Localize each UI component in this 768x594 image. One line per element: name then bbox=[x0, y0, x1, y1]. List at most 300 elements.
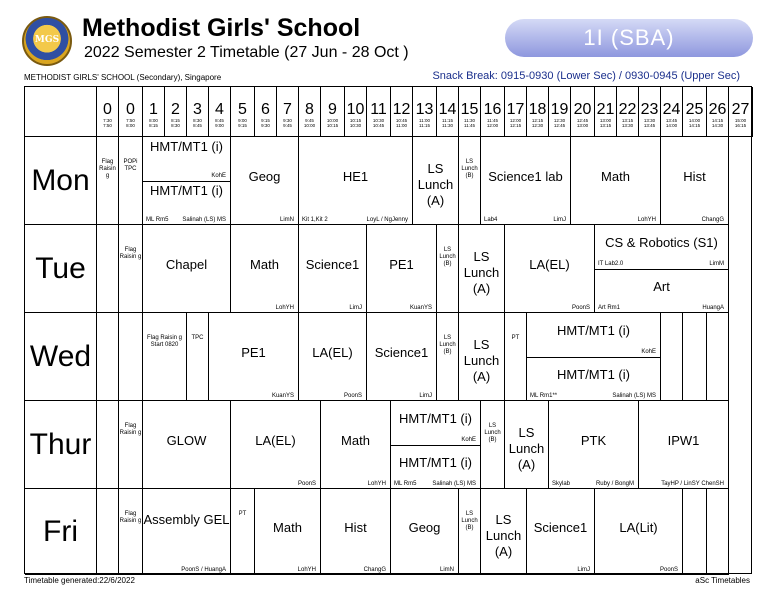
lesson-cell bbox=[459, 313, 505, 401]
period-number: 0 bbox=[103, 101, 112, 118]
lesson-subject: LS Lunch (A) bbox=[463, 337, 500, 384]
lesson-block bbox=[413, 137, 458, 225]
lesson-cell bbox=[321, 401, 391, 489]
lesson-block bbox=[97, 489, 118, 575]
lesson-cell bbox=[639, 401, 729, 489]
period-header bbox=[505, 87, 527, 137]
lesson-block bbox=[527, 313, 660, 357]
page-subtitle: 2022 Semester 2 Timetable (27 Jun - 28 Oct ) bbox=[84, 44, 409, 61]
generated-date: Timetable generated:22/6/2022 bbox=[24, 576, 135, 585]
lesson-teacher: KohE bbox=[461, 437, 476, 443]
lesson-teacher: PoonS bbox=[571, 305, 590, 311]
lesson-subject: Flag Raisin g bbox=[119, 247, 142, 260]
period-end-time: 10:00 bbox=[303, 123, 316, 128]
lesson-teacher: LimJ bbox=[419, 393, 432, 399]
lesson-block bbox=[595, 269, 728, 313]
lesson-cell bbox=[459, 489, 481, 575]
lesson-subject: LS Lunch (A) bbox=[485, 512, 522, 559]
period-number: 26 bbox=[708, 101, 727, 118]
lesson-block bbox=[707, 489, 728, 575]
lesson-subject: LS Lunch (B) bbox=[484, 423, 501, 443]
lesson-block bbox=[661, 137, 728, 225]
period-end-time: 13:15 bbox=[599, 123, 612, 128]
lesson-block bbox=[527, 489, 594, 575]
lesson-subject: Science1 lab bbox=[488, 169, 563, 184]
lesson-cell bbox=[595, 489, 683, 575]
lesson-cell bbox=[505, 225, 595, 313]
period-end-time: 9:45 bbox=[283, 123, 292, 128]
lesson-subject: LS Lunch (B) bbox=[461, 511, 478, 531]
lesson-block bbox=[505, 401, 548, 489]
lesson-cell bbox=[97, 137, 119, 225]
lesson-subject: PT bbox=[511, 335, 520, 341]
period-start-time: 11:15 bbox=[442, 118, 453, 123]
period-header bbox=[391, 87, 413, 137]
period-header bbox=[481, 87, 505, 137]
lesson-block bbox=[505, 225, 594, 313]
day-label: Wed bbox=[25, 313, 97, 401]
lesson-cell bbox=[321, 489, 391, 575]
lesson-subject: Flag Raisin g bbox=[119, 423, 142, 436]
lesson-subject: LA(EL) bbox=[529, 257, 570, 272]
period-header bbox=[231, 87, 255, 137]
lesson-cell bbox=[481, 137, 571, 225]
day-label: Tue bbox=[25, 225, 97, 313]
period-end-time: 12:15 bbox=[509, 123, 522, 128]
lesson-teacher: KuanYS bbox=[271, 393, 294, 399]
period-start-time: 12:30 bbox=[553, 118, 566, 123]
lesson-block bbox=[437, 313, 458, 401]
period-end-time: 11:00 bbox=[396, 123, 407, 128]
period-header bbox=[459, 87, 481, 137]
lesson-block bbox=[459, 313, 504, 401]
period-number: 1 bbox=[149, 101, 158, 118]
lesson-subject: LS Lunch (B) bbox=[461, 159, 478, 179]
period-start-time: 7:50 bbox=[126, 118, 135, 123]
lesson-cell bbox=[549, 401, 639, 489]
lesson-block bbox=[367, 313, 436, 401]
lesson-subject: POPi TPC bbox=[123, 159, 138, 172]
lesson-subject: CS & Robotics (S1) bbox=[605, 235, 718, 250]
period-header bbox=[321, 87, 345, 137]
lesson-cell bbox=[119, 225, 143, 313]
period-start-time: 10:15 bbox=[349, 118, 362, 123]
period-start-time: 12:00 bbox=[509, 118, 522, 123]
period-header bbox=[527, 87, 549, 137]
lesson-subject: Art bbox=[653, 279, 670, 294]
day-label: Thur bbox=[25, 401, 97, 489]
period-end-time: 9:30 bbox=[261, 123, 270, 128]
period-start-time: 9:00 bbox=[238, 118, 247, 123]
lesson-teacher: KuanYS bbox=[409, 305, 432, 311]
period-end-time: 13:45 bbox=[643, 123, 656, 128]
lesson-subject: Assembly GEL bbox=[143, 512, 230, 527]
period-start-time: 9:30 bbox=[283, 118, 292, 123]
period-end-time: 10:45 bbox=[372, 123, 385, 128]
lesson-subject: LS Lunch (A) bbox=[463, 249, 500, 296]
lesson-block bbox=[505, 313, 526, 401]
lesson-cell bbox=[683, 313, 707, 401]
period-header bbox=[97, 87, 119, 137]
lesson-teacher: TayHP / LinSY ChenSH bbox=[661, 481, 724, 487]
period-number: 8 bbox=[305, 101, 314, 118]
lesson-cell bbox=[505, 313, 527, 401]
period-end-time: 13:00 bbox=[576, 123, 589, 128]
period-start-time: 12:45 bbox=[576, 118, 589, 123]
period-number: 18 bbox=[528, 101, 547, 118]
period-start-time: 15:00 bbox=[734, 118, 747, 123]
lesson-teacher: LoyL / NgJenny bbox=[366, 217, 408, 223]
period-start-time: 7:30 bbox=[103, 118, 112, 123]
lesson-teacher: LohYH bbox=[367, 481, 386, 487]
lesson-block bbox=[321, 401, 390, 489]
period-header bbox=[119, 87, 143, 137]
lesson-room: ML Rm5 bbox=[394, 481, 417, 487]
lesson-cell bbox=[459, 225, 505, 313]
lesson-block bbox=[231, 225, 298, 313]
lesson-subject: LA(EL) bbox=[255, 433, 296, 448]
lesson-cell bbox=[119, 313, 143, 401]
lesson-cell bbox=[413, 137, 459, 225]
lesson-teacher: Salinah (LS) MS bbox=[612, 393, 656, 399]
period-start-time: 12:15 bbox=[531, 118, 544, 123]
period-start-time: 11:30 bbox=[464, 118, 475, 123]
period-header bbox=[617, 87, 639, 137]
lesson-cell bbox=[527, 313, 661, 401]
lesson-subject: Science1 bbox=[533, 520, 588, 535]
lesson-subject: LS Lunch (A) bbox=[508, 425, 545, 472]
lesson-subject: Flag Raisin g Start 0820 bbox=[146, 335, 182, 348]
period-number: 2 bbox=[171, 101, 180, 118]
period-number: 4 bbox=[215, 101, 224, 118]
period-number: 7 bbox=[283, 101, 292, 118]
lesson-block bbox=[97, 225, 118, 313]
period-number: 0 bbox=[126, 101, 135, 118]
lesson-block bbox=[595, 225, 728, 269]
lesson-block bbox=[437, 225, 458, 313]
lesson-subject: Hist bbox=[344, 520, 367, 535]
lesson-block bbox=[143, 401, 230, 489]
lesson-block bbox=[97, 137, 118, 225]
lesson-cell bbox=[661, 137, 729, 225]
period-header bbox=[661, 87, 683, 137]
lesson-subject: HMT/MT1 (i) bbox=[150, 183, 223, 198]
lesson-block bbox=[661, 313, 682, 401]
lesson-cell bbox=[391, 401, 481, 489]
lesson-cell bbox=[209, 313, 299, 401]
lesson-subject: Geog bbox=[248, 169, 281, 184]
lesson-cell bbox=[505, 401, 549, 489]
lesson-subject: LA(Lit) bbox=[619, 520, 658, 535]
period-number: 14 bbox=[438, 101, 457, 118]
period-number: 21 bbox=[596, 101, 615, 118]
period-end-time: 14:15 bbox=[688, 123, 701, 128]
period-end-time: 10:30 bbox=[349, 123, 362, 128]
lesson-cell bbox=[481, 489, 527, 575]
lesson-block bbox=[299, 225, 366, 313]
lesson-block bbox=[143, 181, 230, 225]
period-header bbox=[255, 87, 277, 137]
school-crest-logo: MGS bbox=[22, 16, 72, 66]
lesson-subject: GLOW bbox=[166, 433, 207, 448]
lesson-cell bbox=[143, 313, 187, 401]
lesson-block bbox=[459, 137, 480, 225]
lesson-block bbox=[707, 313, 728, 401]
brand-credit: aSc Timetables bbox=[695, 576, 750, 585]
lesson-teacher: LohYH bbox=[637, 217, 656, 223]
period-end-time: 12:45 bbox=[553, 123, 566, 128]
lesson-block bbox=[527, 357, 660, 401]
lesson-subject: LS Lunch (A) bbox=[417, 161, 454, 208]
period-header bbox=[683, 87, 707, 137]
period-start-time: 8:15 bbox=[171, 118, 180, 123]
period-start-time: 13:45 bbox=[665, 118, 678, 123]
period-start-time: 8:45 bbox=[215, 118, 224, 123]
lesson-block bbox=[143, 313, 186, 401]
period-number: 25 bbox=[685, 101, 704, 118]
lesson-subject: HMT/MT1 (i) bbox=[557, 323, 630, 338]
lesson-block bbox=[299, 313, 366, 401]
lesson-block bbox=[231, 137, 298, 225]
lesson-subject: HE1 bbox=[342, 169, 369, 184]
lesson-teacher: HuangA bbox=[702, 305, 724, 311]
period-start-time: 13:15 bbox=[621, 118, 634, 123]
lesson-cell bbox=[97, 225, 119, 313]
period-header bbox=[413, 87, 437, 137]
lesson-block bbox=[255, 489, 320, 575]
lesson-block bbox=[549, 401, 638, 489]
lesson-cell bbox=[231, 489, 255, 575]
period-end-time: 11:15 bbox=[419, 123, 430, 128]
period-end-time: 16:15 bbox=[734, 123, 747, 128]
lesson-block bbox=[595, 489, 682, 575]
period-start-time: 8:00 bbox=[149, 118, 158, 123]
lesson-subject: Math bbox=[250, 257, 279, 272]
lesson-subject: Math bbox=[273, 520, 302, 535]
period-header bbox=[143, 87, 165, 137]
period-start-time: 13:00 bbox=[599, 118, 612, 123]
day-label: Mon bbox=[25, 137, 97, 225]
lesson-teacher: LimN bbox=[279, 217, 294, 223]
period-end-time: 11:30 bbox=[442, 123, 453, 128]
period-start-time: 9:15 bbox=[261, 118, 270, 123]
lesson-cell bbox=[527, 489, 595, 575]
lesson-cell bbox=[683, 489, 707, 575]
lesson-subject: HMT/MT1 (i) bbox=[399, 455, 472, 470]
lesson-cell bbox=[299, 137, 413, 225]
lesson-block bbox=[571, 137, 660, 225]
period-number: 12 bbox=[392, 101, 411, 118]
lesson-block bbox=[231, 401, 320, 489]
lesson-cell bbox=[437, 225, 459, 313]
lesson-block bbox=[321, 489, 390, 575]
school-info: METHODIST GIRLS' SCHOOL (Secondary), Singapore bbox=[24, 73, 222, 82]
lesson-cell bbox=[119, 137, 143, 225]
lesson-block bbox=[459, 225, 504, 313]
period-start-time: 9:45 bbox=[305, 118, 314, 123]
lesson-teacher: LimJ bbox=[349, 305, 362, 311]
period-number: 20 bbox=[573, 101, 592, 118]
lesson-subject: HMT/MT1 (i) bbox=[399, 411, 472, 426]
lesson-teacher: LohYH bbox=[297, 567, 316, 573]
period-number: 19 bbox=[550, 101, 569, 118]
lesson-cell bbox=[367, 313, 437, 401]
lesson-subject: Geog bbox=[408, 520, 441, 535]
lesson-teacher: ChangG bbox=[701, 217, 724, 223]
lesson-block bbox=[481, 137, 570, 225]
period-header bbox=[639, 87, 661, 137]
period-header bbox=[367, 87, 391, 137]
period-header bbox=[707, 87, 729, 137]
period-end-time: 8:45 bbox=[193, 123, 202, 128]
period-end-time: 13:30 bbox=[621, 123, 634, 128]
snack-break-note: Snack Break: 0915-0930 (Lower Sec) / 0930-0945 (Upper Sec) bbox=[432, 70, 740, 82]
period-header bbox=[277, 87, 299, 137]
lesson-cell bbox=[661, 313, 683, 401]
lesson-cell bbox=[231, 401, 321, 489]
lesson-block bbox=[119, 137, 142, 225]
period-header bbox=[729, 87, 753, 137]
lesson-cell bbox=[231, 225, 299, 313]
lesson-subject: Math bbox=[601, 169, 630, 184]
period-header bbox=[595, 87, 617, 137]
period-end-time: 14:00 bbox=[665, 123, 678, 128]
lesson-room: ML Rm1** bbox=[530, 393, 558, 399]
lesson-room: Art Rm1 bbox=[598, 305, 621, 311]
period-header bbox=[345, 87, 367, 137]
lesson-cell bbox=[119, 489, 143, 575]
lesson-subject: LA(EL) bbox=[312, 345, 353, 360]
lesson-subject: LS Lunch (B) bbox=[439, 335, 456, 355]
lesson-block bbox=[639, 401, 728, 489]
lesson-teacher: LohYH bbox=[275, 305, 294, 311]
lesson-teacher: Salinah (LS) MS bbox=[182, 217, 226, 223]
lesson-cell bbox=[707, 313, 729, 401]
period-header bbox=[165, 87, 187, 137]
lesson-teacher: PoonS bbox=[343, 393, 362, 399]
lesson-cell bbox=[299, 225, 367, 313]
lesson-teacher: PoonS / HuangA bbox=[181, 567, 226, 573]
lesson-block bbox=[119, 225, 142, 313]
lesson-block bbox=[143, 489, 230, 575]
period-end-time: 8:15 bbox=[149, 123, 158, 128]
lesson-cell bbox=[595, 225, 729, 313]
period-start-time: 11:45 bbox=[487, 118, 498, 123]
lesson-room: Lab4 bbox=[484, 217, 498, 223]
lesson-cell bbox=[97, 401, 119, 489]
lesson-block bbox=[481, 401, 504, 489]
period-end-time: 11:45 bbox=[464, 123, 475, 128]
period-number: 17 bbox=[506, 101, 525, 118]
lesson-block bbox=[367, 225, 436, 313]
lesson-teacher: KohE bbox=[211, 173, 226, 179]
period-header bbox=[549, 87, 571, 137]
lesson-cell bbox=[143, 489, 231, 575]
period-end-time: 14:30 bbox=[711, 123, 724, 128]
lesson-subject: PE1 bbox=[389, 257, 414, 272]
lesson-block bbox=[119, 401, 142, 489]
period-number: 5 bbox=[238, 101, 247, 118]
period-start-time: 8:30 bbox=[193, 118, 202, 123]
period-header bbox=[571, 87, 595, 137]
lesson-cell bbox=[437, 313, 459, 401]
lesson-teacher: LimM bbox=[709, 261, 724, 267]
period-number: 11 bbox=[370, 101, 387, 118]
lesson-subject: Hist bbox=[683, 169, 706, 184]
lesson-subject: Flag Raisin g bbox=[99, 159, 116, 179]
lesson-cell bbox=[391, 489, 459, 575]
lesson-cell bbox=[571, 137, 661, 225]
lesson-cell bbox=[143, 401, 231, 489]
period-header bbox=[299, 87, 321, 137]
lesson-block bbox=[143, 137, 230, 181]
lesson-subject: Math bbox=[341, 433, 370, 448]
lesson-block bbox=[143, 225, 230, 313]
lesson-teacher: PoonS bbox=[659, 567, 678, 573]
period-number: 16 bbox=[483, 101, 502, 118]
lesson-subject: LS Lunch (B) bbox=[439, 247, 456, 267]
period-number: 6 bbox=[261, 101, 270, 118]
period-end-time: 12:30 bbox=[531, 123, 544, 128]
period-number: 15 bbox=[460, 101, 479, 118]
period-number: 10 bbox=[346, 101, 365, 118]
lesson-teacher: LimN bbox=[439, 567, 454, 573]
lesson-subject: HMT/MT1 (i) bbox=[557, 367, 630, 382]
period-end-time: 10:15 bbox=[326, 123, 339, 128]
lesson-block bbox=[391, 401, 480, 445]
lesson-subject: HMT/MT1 (i) bbox=[150, 139, 223, 154]
period-number: 24 bbox=[662, 101, 681, 118]
lesson-cell bbox=[255, 489, 321, 575]
lesson-teacher: LimJ bbox=[553, 217, 566, 223]
lesson-cell bbox=[97, 313, 119, 401]
lesson-cell bbox=[707, 489, 729, 575]
lesson-teacher: Salinah (LS) MS bbox=[432, 481, 476, 487]
lesson-room: ML Rm5 bbox=[146, 217, 169, 223]
lesson-block bbox=[299, 137, 412, 225]
lesson-cell bbox=[97, 489, 119, 575]
period-number: 23 bbox=[640, 101, 659, 118]
period-header bbox=[187, 87, 209, 137]
lesson-subject: TPC bbox=[191, 335, 204, 341]
lesson-room: Skylab bbox=[552, 481, 571, 487]
page-title: Methodist Girls' School bbox=[82, 14, 361, 42]
lesson-block bbox=[231, 489, 254, 575]
lesson-cell bbox=[481, 401, 505, 489]
period-start-time: 14:00 bbox=[688, 118, 701, 123]
period-start-time: 10:45 bbox=[395, 118, 408, 123]
lesson-block bbox=[391, 445, 480, 489]
lesson-subject: Flag Raisin g bbox=[119, 511, 142, 524]
lesson-teacher: Ruby / BongM bbox=[595, 481, 634, 487]
period-number: 9 bbox=[328, 101, 337, 118]
lesson-block bbox=[119, 313, 142, 401]
lesson-block bbox=[459, 489, 480, 575]
lesson-subject: PE1 bbox=[241, 345, 266, 360]
period-number: 13 bbox=[415, 101, 434, 118]
lesson-subject: Science1 bbox=[305, 257, 360, 272]
period-start-time: 10:30 bbox=[372, 118, 385, 123]
lesson-block bbox=[683, 489, 706, 575]
period-start-time: 13:30 bbox=[643, 118, 656, 123]
timetable-grid bbox=[24, 86, 752, 574]
period-number: 22 bbox=[618, 101, 637, 118]
period-end-time: 9:00 bbox=[215, 123, 224, 128]
period-start-time: 11:00 bbox=[419, 118, 430, 123]
lesson-teacher: KohE bbox=[641, 349, 656, 355]
lesson-subject: Science1 bbox=[374, 345, 429, 360]
period-header bbox=[209, 87, 231, 137]
